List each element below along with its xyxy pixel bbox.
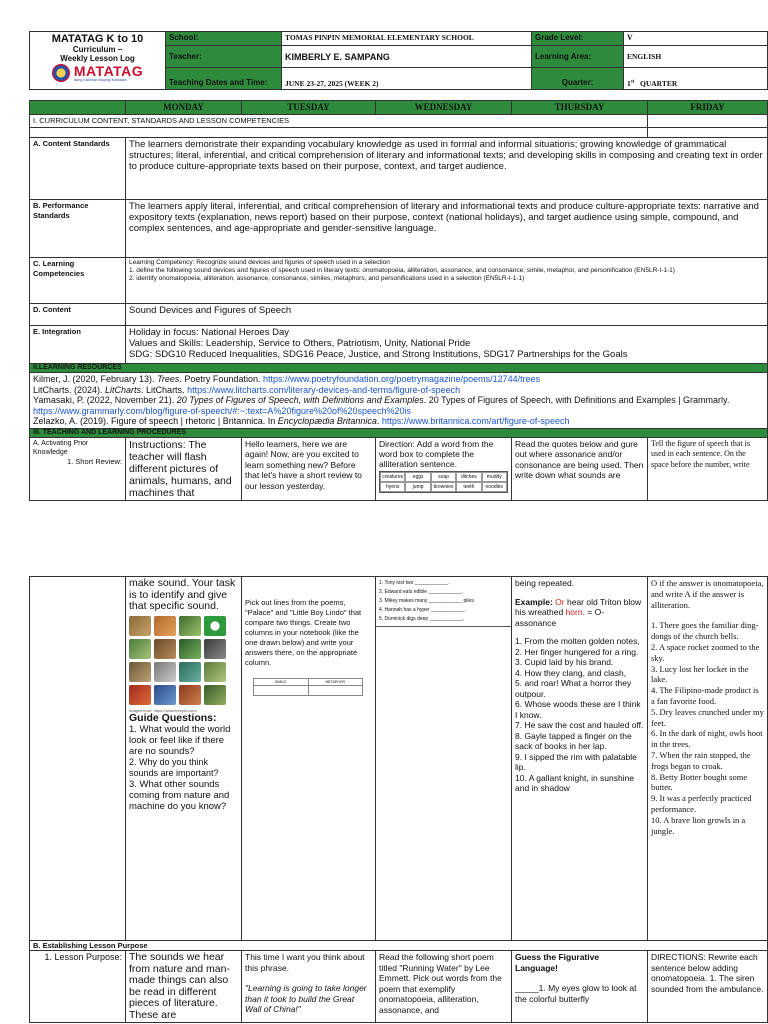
lp-wednesday: Read the following short poem titled "Running Water" by Lee Emmett. Pick out words from the poem that exemplify onomatopoeia, alliteration, assonance, and: [376, 951, 512, 1023]
resource-3: Yamasaki, P. (2022, November 21). 20 Types of Figures of Speech, with Definitions and Examples. 20 Types of Figures of Speech, with Definitions and Examples | Grammarly. https://www.grammarly.com/blog/figure-of-speech/#:~:text=A%20figure%20of%20speech%20is: [33, 395, 730, 416]
activating-label: A. Activating Prior Knowledge: [33, 439, 89, 456]
header-logo-cell: [30, 32, 166, 90]
activating-tuesday: Hello learners, here we are again! Now, are you excited to learn something new? Before that let's have a short review to our lesson yesterday.: [242, 437, 376, 500]
lesson-table-1: [29, 100, 768, 501]
lp-tuesday-quote: "Learning is going to take longer than it took to build the Great Wall of China!": [245, 983, 367, 1014]
resource-1-link[interactable]: https://www.poetryfoundation.org/poetrymagazine/poems/12744/trees: [262, 374, 541, 384]
day-friday: FRIDAY: [648, 101, 768, 115]
thu-example: Example: Or hear old Triton blow his wreathed horn. = O- assonance: [515, 596, 642, 628]
thu-continued: being repeated.: [515, 578, 575, 588]
sound-images-grid: [129, 616, 238, 705]
competency-line-3: 2. identify onomatopoeia, alliteration, assonance, consonance, similes, metaphors, and personifications used in a selection (EN5LR-I-1-1): [129, 275, 525, 282]
fri-item-1: 1. There goes the familiar ding-dongs of the church bells.: [651, 620, 759, 642]
word-box: creatures eggs soap ditches muddy hyens jump brownies teeth noodles: [379, 471, 508, 493]
fri-item-10: 10. A brave lion growls in a jungle.: [651, 814, 746, 836]
performance-standards-text: The learners apply literal, inferential, and critical comprehension of literary and informational texts and produce culture-appropriate texts: narrative and expository texts (explanation, news report) based on their purpose, context (national holidays), and target audience using simple, compound, and complex sentences, and age-appropriate and gender-sensitive language.: [126, 200, 768, 258]
wed-item-4: 4. Hannah has a hyper ____________.: [379, 607, 466, 613]
wed-items: [376, 577, 511, 627]
tue-continued: Pick out lines from the poems, "Palace" and "Little Boy Lindo" that compare two things. Create two columns in your notebook (like the one drawn below) and write your answers there, on the appropriate column.: [245, 598, 362, 667]
fri-continued: O if the answer is onomatopoeia, and write A if the answer is alliteration.: [651, 578, 764, 610]
simile-metaphor-table: [253, 678, 363, 696]
integration-label: E. Integration: [30, 326, 126, 364]
teacher-value: KIMBERLY E. SAMPANG: [282, 46, 532, 68]
lp-friday: DIRECTIONS: Rewrite each sentence below adding onomatopoeia. 1. The siren sounded from the ambulance.: [648, 951, 768, 1023]
guide-title: Guide Questions:: [129, 711, 217, 724]
grade-value: V: [624, 32, 768, 46]
competencies-label: C. Learning Competencies: [30, 258, 126, 304]
resource-4-link[interactable]: https://www.britannica.com/art/figure-of-speech: [381, 416, 570, 426]
quarter-label: Quarter:: [532, 68, 624, 90]
competency-line-1: Learning Competency: Recognize sound devices and figures of speech used in a selection: [129, 259, 390, 266]
thu-item-4: 4. How they clang, and clash,: [515, 667, 627, 678]
resource-2: LitCharts. (2024). LitCharts. LitCharts. https://www.litcharts.com/literary-devices-and-terms/figure-of-speech: [33, 384, 461, 395]
thu-item-1: 1. From the molten golden notes,: [515, 636, 640, 646]
animal-image: [204, 685, 226, 705]
thu-item-10: 10. A gallant knight, in sunshine and in shadow: [515, 772, 635, 793]
lp-monday: The sounds we hear from nature and man-made things can also be read in different pieces of literature. These are: [126, 951, 242, 1023]
grade-label: Grade Level:: [532, 32, 624, 46]
day-tuesday: TUESDAY: [242, 101, 376, 115]
animal-image: [204, 662, 226, 682]
animal-image: [154, 639, 176, 659]
content-standards-label: A. Content Standards: [30, 138, 126, 200]
mon-continued: make sound. Your task is to identify and give that specific sound.: [129, 577, 236, 612]
section-1-title: I. CURRICULUM CONTENT, STANDARDS AND LESSON COMPETENCIES: [30, 115, 648, 128]
metaphor-col: METAPHOR: [308, 679, 363, 686]
doc-subtitle-2: Weekly Lesson Log: [60, 54, 135, 63]
guide-q2: 2. Why do you think sounds are important?: [129, 757, 219, 778]
fri-item-5: 5. Dry leaves crunched under my feet.: [651, 706, 764, 728]
section-3-title: III. TEACHING AND LEARNING PROCEDURES: [30, 428, 768, 437]
matatag-logo: MATATAG: [73, 63, 144, 79]
thu-item-2: 2. Her finger hungered for a ring.: [515, 646, 639, 657]
fri-item-6: 6. In the dark of night, owls hoot in the trees.: [651, 728, 763, 750]
day-monday: MONDAY: [126, 101, 242, 115]
content-text: Sound Devices and Figures of Speech: [126, 304, 768, 326]
rooster-image: [129, 685, 151, 705]
images-credit: Images from: https://www.freepik.com/: [129, 707, 197, 713]
fri-item-7: 7. When the rain stopped, the frogs began to croak.: [651, 749, 751, 771]
animal-image: [204, 639, 226, 659]
fri-item-3: 3. Lucy lost her locket in the lake.: [651, 663, 749, 685]
fri-item-2: 2. A space rocket zoomed to the sky.: [651, 641, 760, 663]
activating-friday: Tell the figure of speech that is used in each sentence. On the space before the number, write: [648, 437, 768, 500]
wed-item-3: 3. Mikey makes many ____________ piles.: [379, 598, 476, 604]
quarter-value: 1st QUARTER: [624, 68, 768, 90]
thu-item-6: 6. Whose woods these are I think I know.: [515, 699, 641, 720]
teacher-label: Teacher:: [166, 46, 282, 68]
performance-standards-label: B. Performance Standards: [30, 200, 126, 258]
content-label: D. Content: [30, 304, 126, 326]
matatag-tagline: Isang Kalinisan Bagong Kabataan: [73, 78, 127, 82]
wed-item-5: 5. Dominick digs deep ____________.: [379, 616, 465, 622]
area-label: Learning Area:: [532, 46, 624, 68]
animal-image: [179, 616, 201, 636]
resource-3-link[interactable]: https://www.grammarly.com/blog/figure-of-speech/#:~:text=A%20figure%20of%20speech%20is: [33, 405, 412, 416]
animal-image: [129, 616, 151, 636]
animal-image: [154, 616, 176, 636]
animal-image: [129, 639, 151, 659]
wed-item-1: 1. Tony lost two ____________.: [379, 580, 450, 586]
thu-item-7: 7. He saw the cost and hauled off.: [515, 720, 644, 730]
animal-image: [179, 639, 201, 659]
page-1: [0, 31, 768, 501]
activating-monday: Instructions: The teacher will flash different pictures of animals, humans, and machines that: [126, 437, 242, 500]
thu-item-5: 5. and roar! What a horror they outpour.: [515, 678, 632, 699]
resource-2-link[interactable]: https://www.litcharts.com/literary-devices-and-terms/figure-of-speech: [187, 384, 461, 395]
clock-image: [204, 616, 226, 636]
area-value: ENGLISH: [624, 46, 768, 68]
activating-thursday: Read the quotes below and gure out where assonance and/or consonance are being used. Then write down what sounds are: [512, 437, 648, 500]
day-thursday: THURSDAY: [512, 101, 648, 115]
day-wednesday: WEDNESDAY: [376, 101, 512, 115]
content-standards-text: The learners demonstrate their expanding vocabulary knowledge as used in formal and informal situations; growing knowledge of grammatical structures; literal, inferential, and critical comprehension of literary and informational texts; and developing skills in composing and creating text in order to produce culture-appropriate texts based on their purpose, context, and target audience.: [126, 138, 768, 200]
lesson-purpose-label: 1. Lesson Purpose:: [30, 951, 126, 1023]
resource-4: Zelazko, A. (2019). Figure of speech | rhetoric | Britannica. In Encyclopædia Britannica. https://www.britannica.com/art/figure-of-speech: [33, 416, 570, 426]
doc-subtitle-1: Curriculum –: [72, 45, 123, 54]
competency-line-2: 1. define the following sound devices and figures of speech used in literary texts: onomatopoeia, alliteration, assonance, and consonance; simile, metaphor, and personification (EN5LR-I-1-1): [129, 267, 675, 274]
page-2: [0, 576, 768, 1023]
short-review-label: 1. Short Review:: [66, 456, 122, 466]
section-2-title: II.LEARNING RESOURCES: [30, 364, 768, 373]
animal-image: [179, 685, 201, 705]
school-value: TOMAS PINPIN MEMORIAL ELEMENTARY SCHOOL: [282, 32, 532, 46]
fri-item-9: 9. It was a perfectly practiced performance.: [651, 793, 752, 814]
integration-line-3: SDG: SDG10 Reduced Inequalities, SDG16 Peace, Justice, and Strong Institutions, SDG17 Partnerships for the Goals: [129, 349, 628, 360]
animal-image: [179, 662, 201, 682]
header-table: [29, 31, 768, 90]
lesson-table-2: [29, 576, 768, 1023]
fri-item-8: 8. Betty Botter bought some butter.: [651, 771, 748, 793]
bird-image: [154, 685, 176, 705]
lp-thursday-title: Guess the Figurative Language!: [515, 952, 600, 973]
lp-thursday-item-1: _____1. My eyes glow to look at the colorful butterfly: [515, 983, 637, 1004]
simile-col: SIMILE: [254, 679, 309, 686]
guide-q1: 1. What would the world look or feel like if there are no sounds?: [129, 724, 231, 757]
resources-list: [30, 373, 768, 429]
activating-wednesday: Direction: Add a word from the word box to complete the alliteration sentence.: [379, 438, 494, 469]
lp-tuesday-1: This time I want you think about this phrase.: [245, 952, 365, 973]
resource-1: Kilmer, J. (2020, February 13). Trees. Poetry Foundation. https://www.poetryfoundation.org/poetrymagazine/poems/12744/trees: [33, 374, 541, 384]
thu-item-8: 8. Gayle tapped a finger on the sack of books in her lap.: [515, 730, 632, 751]
guide-q3: 3. What other sounds coming from nature and machine do you know?: [129, 779, 230, 812]
school-label: School:: [166, 32, 282, 46]
dates-value: JUNE 23-27, 2025 (WEEK 2): [282, 68, 532, 90]
integration-line-2: Values and Skills: Leadership, Service to Others, Patriotism, Unity, National Pride: [129, 338, 471, 349]
animal-image: [129, 662, 151, 682]
doc-title: MATATAG K to 10: [51, 33, 144, 45]
integration-line-1: Holiday in focus: National Heroes Day: [129, 327, 289, 338]
fri-item-4: 4. The Filipino-made product is a fan favorite food.: [651, 685, 759, 706]
machine-image: [154, 662, 176, 682]
wed-item-2: 2. Edward eats edible ____________.: [379, 589, 464, 595]
thu-item-3: 3. Cupid laid by his brand.: [515, 657, 614, 667]
section-b-title: B. Establishing Lesson Purpose: [30, 941, 768, 951]
dates-label: Teaching Dates and Time:: [166, 68, 282, 90]
deped-seal-icon: [52, 64, 70, 82]
thu-item-9: 9. I sipped the rim with palatable lip.: [515, 751, 637, 772]
